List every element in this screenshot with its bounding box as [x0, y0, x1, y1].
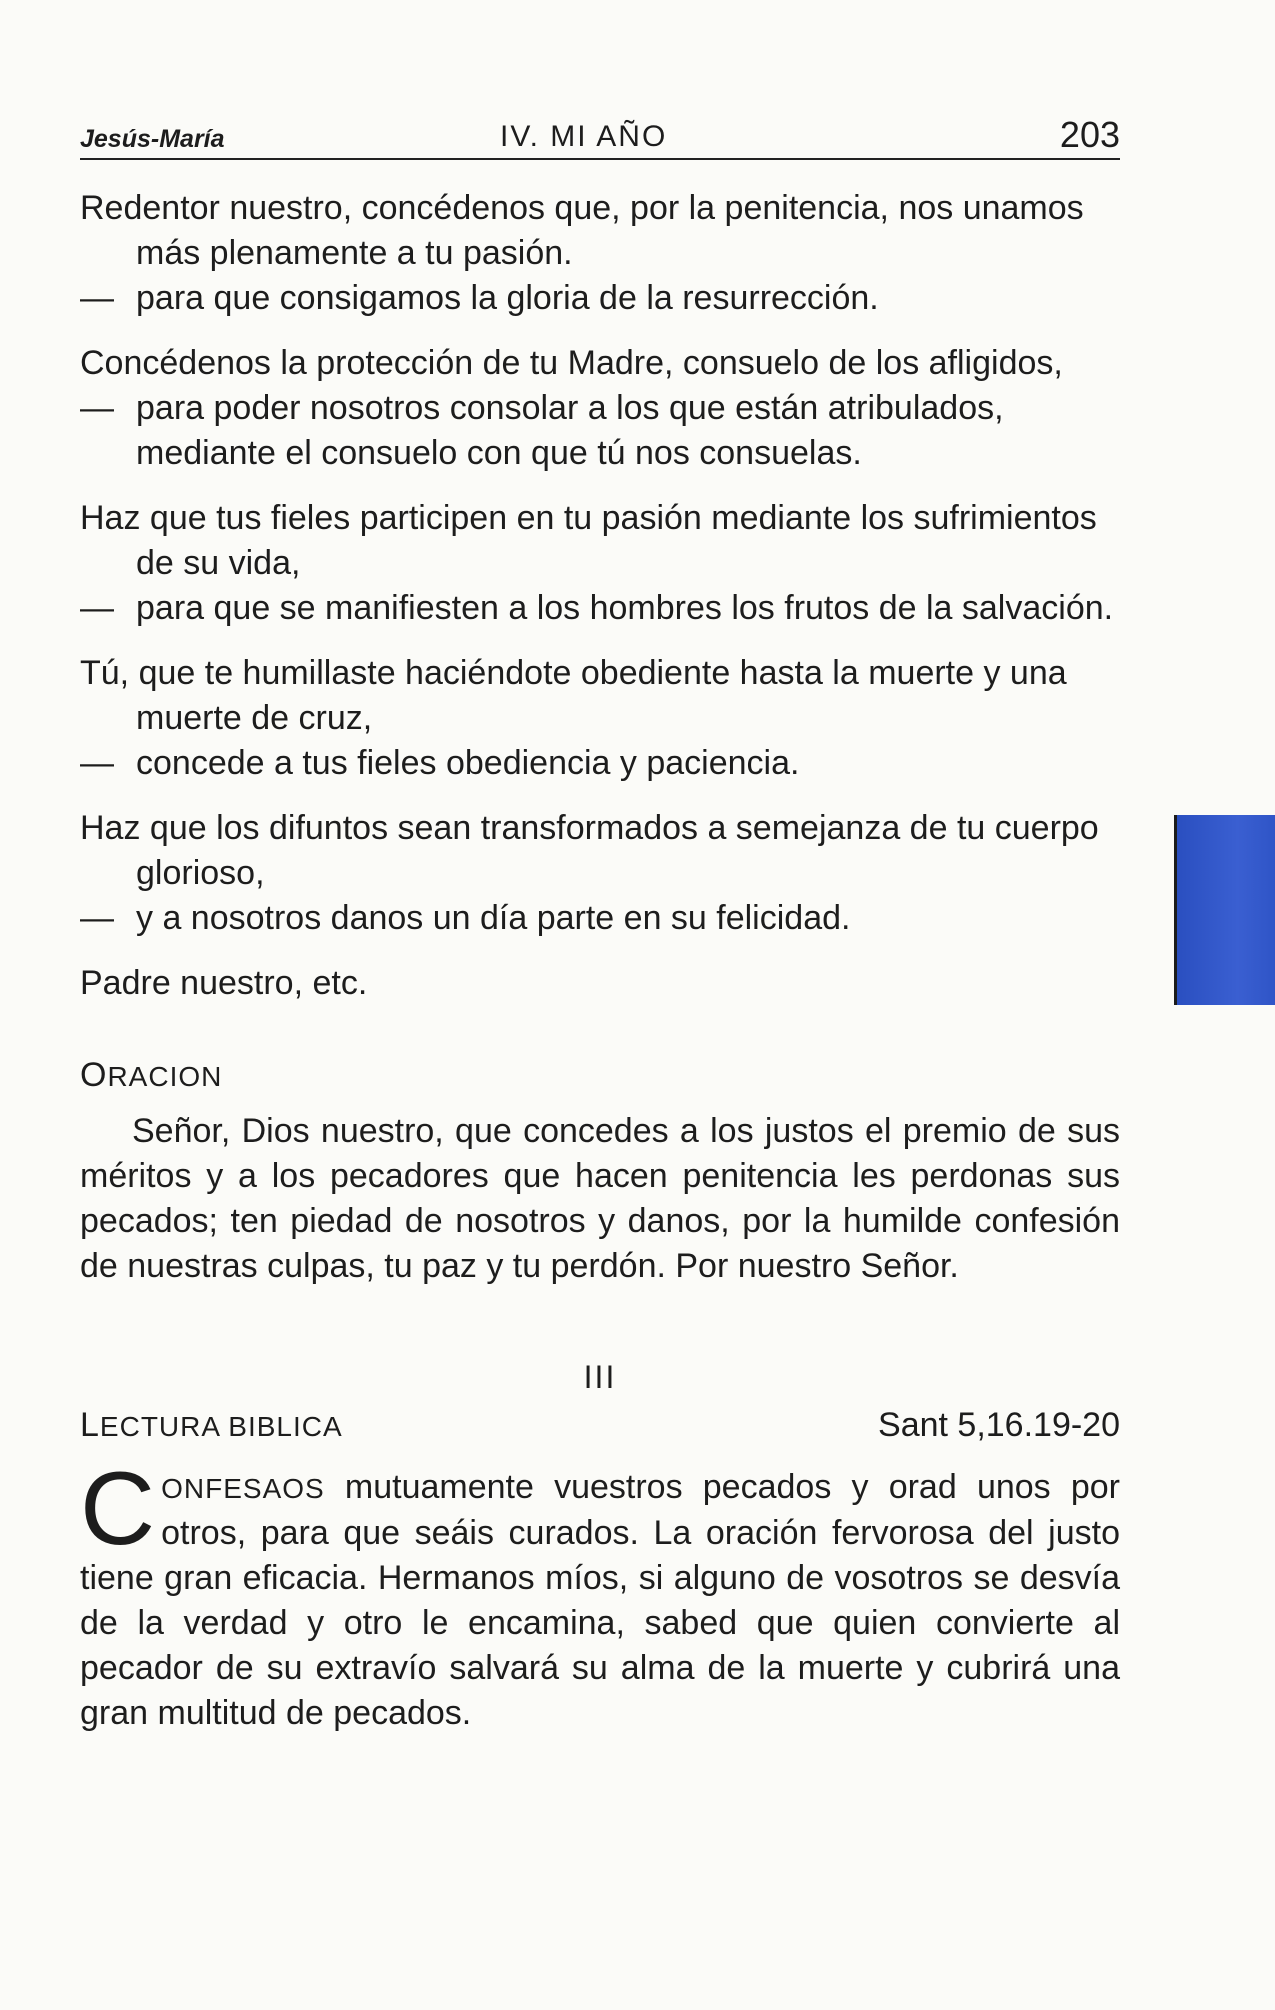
- section-number: III: [583, 1359, 617, 1395]
- lectura-body: mutuamente vuestros pecados y orad unos por otros, para que seáis curados. La oración fervorosa del justo tiene gran eficacia. Hermanos míos, si alguno de vosotros se desvía de la verdad y otro le encamina, sabed que quien convierte al pecador de su extravío salvará su alma de la muerte y cubrirá una gran multitud de pecados.: [80, 1468, 1120, 1732]
- petition-1: [80, 186, 1120, 321]
- petition-response: [80, 741, 1120, 786]
- running-head-title: Jesús-María: [80, 125, 225, 153]
- lectura-heading: LECTURA BIBLICA: [80, 1406, 343, 1444]
- oracion-text: Señor, Dios nuestro, que concedes a los justos el premio de sus méritos y a los pecadores que hacen penitencia les perdonas sus pecados; ten piedad de nosotros y danos, por la humilde confesión de nuestras culpas, tu paz y tu perdón. Por nuestro Señor.: [80, 1112, 1120, 1285]
- response-dash: —: [80, 744, 114, 782]
- page-number: 203: [1059, 114, 1120, 155]
- running-head-section: IV. MI AÑO: [500, 120, 668, 153]
- lectura-text: [80, 1451, 1120, 1736]
- oracion-heading: ORACION: [80, 1056, 223, 1094]
- petition-response: [80, 276, 1120, 321]
- petition-4: [80, 651, 1120, 786]
- preces-list: [80, 186, 1120, 941]
- response-text: y a nosotros danos un día parte en su felicidad.: [136, 899, 851, 937]
- petition-2: [80, 341, 1120, 476]
- response-dash: —: [80, 899, 114, 937]
- petition-intention: Haz que tus fieles participen en tu pasión mediante los sufrimientos de su vida,: [80, 499, 1097, 582]
- petition-response: [80, 586, 1120, 631]
- petition-intention: Redentor nuestro, concédenos que, por la penitencia, nos unamos más plenamente a tu pasión.: [80, 189, 1084, 272]
- padre-nuestro-line: Padre nuestro, etc.: [80, 964, 368, 1002]
- petition-response: [80, 386, 1120, 476]
- lead-smallcaps: ONFESAOS: [161, 1473, 325, 1504]
- response-dash: —: [80, 279, 114, 317]
- petition-response: [80, 896, 1120, 941]
- petition-intention: Haz que los difuntos sean transformados a semejanza de tu cuerpo glorioso,: [80, 809, 1099, 892]
- response-text: para que consigamos la gloria de la resurrección.: [136, 279, 879, 317]
- book-page: [80, 110, 1120, 1736]
- lectura-header: [80, 1406, 1120, 1445]
- petition-3: [80, 496, 1120, 631]
- drop-cap: C: [80, 1451, 156, 1567]
- response-dash: —: [80, 589, 114, 627]
- response-text: para que se manifiesten a los hombres los frutos de la salvación.: [136, 589, 1114, 627]
- response-text: concede a tus fieles obediencia y paciencia.: [136, 744, 800, 782]
- running-head: [80, 110, 1120, 160]
- petition-intention: Concédenos la protección de tu Madre, consuelo de los afligidos,: [80, 344, 1063, 382]
- petition-5: [80, 806, 1120, 941]
- lectura-reference: Sant 5,16.19-20: [878, 1406, 1120, 1444]
- response-dash: —: [80, 389, 114, 427]
- response-text: para poder nosotros consolar a los que están atribulados, mediante el consuelo con que tú nos consuelas.: [136, 389, 1004, 472]
- petition-intention: Tú, que te humillaste haciéndote obediente hasta la muerte y una muerte de cruz,: [80, 654, 1067, 737]
- thumb-index-tab: [1174, 815, 1275, 1005]
